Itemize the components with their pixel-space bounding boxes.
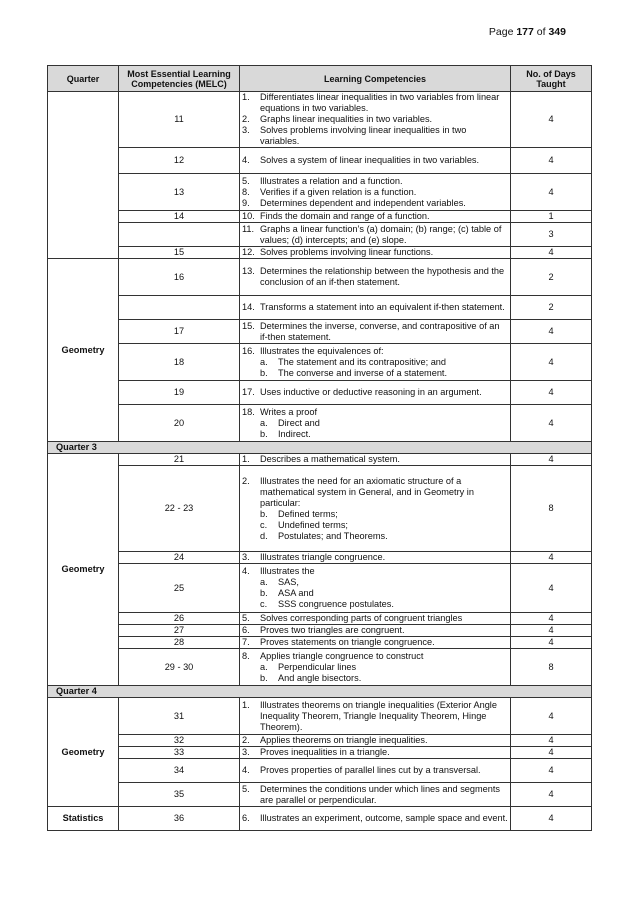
subitem-text: Perpendicular lines bbox=[278, 661, 357, 672]
quarter-label: Quarter 4 bbox=[48, 686, 592, 698]
competency-item bbox=[242, 187, 508, 198]
item-number: 2. bbox=[242, 114, 250, 124]
item-number: 7. bbox=[242, 637, 250, 647]
competency-cell bbox=[240, 747, 511, 759]
item-number: 14. bbox=[242, 302, 255, 312]
quarter-row bbox=[48, 442, 592, 454]
competency-item bbox=[242, 198, 508, 209]
subitem-text: SSS congruence postulates. bbox=[278, 599, 394, 609]
competency-subitem bbox=[242, 531, 508, 542]
item-text: Solves corresponding parts of congruent triangles bbox=[260, 613, 463, 623]
competency-item bbox=[242, 784, 508, 806]
table-row bbox=[48, 247, 592, 259]
subitem-text: ASA and bbox=[278, 588, 314, 598]
item-number: 18. bbox=[242, 406, 255, 417]
table-row bbox=[48, 223, 592, 247]
competency-item bbox=[242, 302, 508, 313]
quarter-cell: Geometry bbox=[48, 698, 119, 807]
competency-item bbox=[242, 224, 508, 246]
item-number: 3. bbox=[242, 747, 250, 757]
subitem-letter: a. bbox=[260, 356, 268, 367]
days-taught: 4 bbox=[511, 807, 592, 831]
item-text: Solves a system of linear inequalities in two variables. bbox=[260, 155, 480, 165]
item-number: 4. bbox=[242, 566, 250, 576]
item-number: 1. bbox=[242, 92, 250, 102]
item-text: Describes a mathematical system. bbox=[260, 454, 400, 464]
melc-number: 14 bbox=[119, 211, 240, 223]
quarter-cell bbox=[48, 92, 119, 259]
subitem-letter: b. bbox=[260, 508, 268, 519]
melc-number: 13 bbox=[119, 174, 240, 211]
competency-item bbox=[242, 266, 508, 288]
days-taught: 8 bbox=[511, 466, 592, 552]
melc-number bbox=[119, 223, 240, 247]
competency-item bbox=[242, 552, 508, 563]
item-text: Finds the domain and range of a function. bbox=[260, 211, 430, 221]
quarter-row bbox=[48, 686, 592, 698]
subitem-letter: b. bbox=[260, 367, 268, 378]
melc-number: 11 bbox=[119, 92, 240, 148]
item-text: Applies triangle congruence to construct bbox=[260, 650, 424, 661]
item-text: Determines the conditions under which lines and segments are parallel or perpendicular. bbox=[260, 783, 501, 805]
subitem-text: SAS, bbox=[278, 577, 299, 587]
quarter-label: Quarter 3 bbox=[48, 442, 592, 454]
competency-item bbox=[242, 454, 508, 465]
competency-cell bbox=[240, 759, 511, 783]
competency-item bbox=[242, 651, 508, 662]
competency-item bbox=[242, 92, 508, 114]
header-melc: Most Essential Learning Competencies (MELC) bbox=[119, 66, 240, 92]
days-taught: 4 bbox=[511, 552, 592, 564]
melc-number: 16 bbox=[119, 259, 240, 296]
days-taught: 4 bbox=[511, 247, 592, 259]
competency-subitem bbox=[242, 599, 508, 610]
item-number: 1. bbox=[242, 699, 250, 710]
competency-cell bbox=[240, 625, 511, 637]
table-row bbox=[48, 613, 592, 625]
competency-subitem bbox=[242, 673, 508, 684]
days-taught: 4 bbox=[511, 344, 592, 381]
quarter-cell: Geometry bbox=[48, 454, 119, 686]
item-number: 9. bbox=[242, 197, 250, 208]
melc-number: 28 bbox=[119, 637, 240, 649]
item-number: 16. bbox=[242, 345, 255, 356]
days-taught: 4 bbox=[511, 381, 592, 405]
table-body bbox=[48, 92, 592, 831]
subitem-text: Defined terms; bbox=[278, 508, 338, 519]
item-text: Proves two triangles are congruent. bbox=[260, 625, 405, 635]
competency-cell bbox=[240, 735, 511, 747]
subitem-letter: c. bbox=[260, 519, 268, 530]
competency-item bbox=[242, 747, 508, 758]
competency-subitem bbox=[242, 662, 508, 673]
table-row bbox=[48, 296, 592, 320]
item-number: 17. bbox=[242, 387, 255, 397]
competency-cell bbox=[240, 320, 511, 344]
competency-item bbox=[242, 625, 508, 636]
item-number: 13. bbox=[242, 266, 255, 276]
competency-cell bbox=[240, 649, 511, 686]
competency-item bbox=[242, 125, 508, 147]
competency-item bbox=[242, 637, 508, 648]
table-row bbox=[48, 747, 592, 759]
melc-number bbox=[119, 296, 240, 320]
item-text: Illustrates theorems on triangle inequalities (Exterior Angle Inequality Theorem, Triangle Inequality Theorem, Hinge Theorem). bbox=[260, 699, 497, 732]
header-quarter: Quarter bbox=[48, 66, 119, 92]
competency-subitem bbox=[242, 520, 508, 531]
table-row bbox=[48, 381, 592, 405]
competency-subitem bbox=[242, 357, 508, 368]
item-text: Uses inductive or deductive reasoning in an argument. bbox=[260, 387, 482, 397]
competency-item bbox=[242, 387, 508, 398]
item-number: 3. bbox=[242, 125, 250, 135]
competency-item bbox=[242, 813, 508, 824]
competency-item bbox=[242, 407, 508, 418]
item-text: Determines dependent and independent variables. bbox=[260, 197, 466, 208]
item-number: 2. bbox=[242, 735, 250, 745]
subitem-text: Postulates; and Theorems. bbox=[278, 530, 388, 541]
melc-number: 20 bbox=[119, 405, 240, 442]
table-row bbox=[48, 466, 592, 552]
item-number: 4. bbox=[242, 765, 250, 775]
item-text: Applies theorems on triangle inequalities. bbox=[260, 735, 428, 745]
table-row bbox=[48, 259, 592, 296]
competency-item bbox=[242, 566, 508, 577]
competency-item bbox=[242, 613, 508, 624]
competency-item bbox=[242, 735, 508, 746]
competency-cell bbox=[240, 223, 511, 247]
table-row bbox=[48, 783, 592, 807]
table-row bbox=[48, 174, 592, 211]
header-competencies: Learning Competencies bbox=[240, 66, 511, 92]
competency-cell bbox=[240, 92, 511, 148]
melc-number: 19 bbox=[119, 381, 240, 405]
table-row bbox=[48, 405, 592, 442]
item-text: Graphs linear inequalities in two variables. bbox=[260, 114, 433, 124]
table-row bbox=[48, 92, 592, 148]
days-taught: 4 bbox=[511, 454, 592, 466]
days-taught: 1 bbox=[511, 211, 592, 223]
competency-item bbox=[242, 700, 508, 733]
days-taught: 8 bbox=[511, 649, 592, 686]
item-number: 4. bbox=[242, 155, 250, 165]
competency-subitem bbox=[242, 509, 508, 520]
item-number: 5. bbox=[242, 613, 250, 623]
melc-number: 24 bbox=[119, 552, 240, 564]
days-taught: 4 bbox=[511, 148, 592, 174]
competency-item bbox=[242, 247, 508, 258]
competency-cell bbox=[240, 466, 511, 552]
competency-cell bbox=[240, 637, 511, 649]
competency-cell bbox=[240, 296, 511, 320]
table-row bbox=[48, 320, 592, 344]
item-text: Writes a proof bbox=[260, 406, 318, 417]
item-text: Illustrates triangle congruence. bbox=[260, 552, 386, 562]
item-number: 10. bbox=[242, 211, 255, 221]
days-taught: 4 bbox=[511, 735, 592, 747]
item-number: 6. bbox=[242, 625, 250, 635]
table-row bbox=[48, 148, 592, 174]
quarter-cell: Geometry bbox=[48, 259, 119, 442]
competency-item bbox=[242, 155, 508, 166]
melc-number: 31 bbox=[119, 698, 240, 735]
table-row bbox=[48, 211, 592, 223]
days-taught: 4 bbox=[511, 625, 592, 637]
competency-item bbox=[242, 476, 508, 509]
table-header-row bbox=[48, 66, 592, 92]
item-number: 15. bbox=[242, 320, 255, 331]
melc-number: 27 bbox=[119, 625, 240, 637]
table-row bbox=[48, 552, 592, 564]
competency-cell bbox=[240, 381, 511, 405]
item-number: 1. bbox=[242, 454, 250, 464]
subitem-text: The statement and its contrapositive; and bbox=[278, 356, 447, 367]
days-taught: 2 bbox=[511, 259, 592, 296]
item-text: Illustrates an experiment, outcome, sample space and event. bbox=[260, 813, 508, 823]
item-number: 5. bbox=[242, 175, 250, 186]
item-text: Solves problems involving linear functions. bbox=[260, 247, 434, 257]
days-taught: 4 bbox=[511, 747, 592, 759]
table-row bbox=[48, 735, 592, 747]
competency-item bbox=[242, 211, 508, 222]
table-row bbox=[48, 807, 592, 831]
item-number: 3. bbox=[242, 552, 250, 562]
melc-number: 15 bbox=[119, 247, 240, 259]
competency-cell bbox=[240, 783, 511, 807]
melc-number: 17 bbox=[119, 320, 240, 344]
days-taught: 4 bbox=[511, 92, 592, 148]
page-number: Page 177 of 349 bbox=[488, 26, 566, 38]
competency-item bbox=[242, 176, 508, 187]
subitem-letter: a. bbox=[260, 417, 268, 428]
table-row bbox=[48, 649, 592, 686]
melc-number: 22 - 23 bbox=[119, 466, 240, 552]
item-text: Proves inequalities in a triangle. bbox=[260, 747, 390, 757]
competency-cell bbox=[240, 564, 511, 613]
item-text: Graphs a linear function’s (a) domain; (b) range; (c) table of values; (d) intercepts; and (e) slope. bbox=[260, 223, 502, 245]
table-row bbox=[48, 344, 592, 381]
item-number: 2. bbox=[242, 475, 250, 486]
subitem-text: The converse and inverse of a statement. bbox=[278, 367, 448, 378]
item-text: Illustrates the need for an axiomatic structure of a mathematical system in General, and in Geometry in particular: bbox=[260, 475, 474, 508]
competency-cell bbox=[240, 552, 511, 564]
days-taught: 4 bbox=[511, 320, 592, 344]
item-number: 8. bbox=[242, 650, 250, 661]
table-row bbox=[48, 454, 592, 466]
days-taught: 4 bbox=[511, 613, 592, 625]
item-text: Determines the relationship between the hypothesis and the conclusion of an if-then statement. bbox=[260, 266, 505, 287]
melc-number: 34 bbox=[119, 759, 240, 783]
table-row bbox=[48, 759, 592, 783]
competency-item bbox=[242, 321, 508, 343]
melc-number: 32 bbox=[119, 735, 240, 747]
competency-cell bbox=[240, 454, 511, 466]
item-text: Differentiates linear inequalities in two variables from linear equations in two variables. bbox=[260, 92, 500, 113]
subitem-text: Direct and bbox=[278, 417, 320, 428]
competency-cell bbox=[240, 807, 511, 831]
competency-cell bbox=[240, 613, 511, 625]
days-taught: 2 bbox=[511, 296, 592, 320]
competency-cell bbox=[240, 211, 511, 223]
competency-subitem bbox=[242, 588, 508, 599]
subitem-letter: b. bbox=[260, 672, 268, 683]
item-number: 11. bbox=[242, 223, 255, 234]
table-row bbox=[48, 564, 592, 613]
days-taught: 4 bbox=[511, 698, 592, 735]
item-text: Proves properties of parallel lines cut by a transversal. bbox=[260, 765, 481, 775]
melc-number: 35 bbox=[119, 783, 240, 807]
competency-cell bbox=[240, 405, 511, 442]
melc-number: 26 bbox=[119, 613, 240, 625]
table-row bbox=[48, 625, 592, 637]
days-taught: 4 bbox=[511, 783, 592, 807]
competency-cell bbox=[240, 259, 511, 296]
competency-cell bbox=[240, 174, 511, 211]
days-taught: 4 bbox=[511, 637, 592, 649]
competency-subitem bbox=[242, 577, 508, 588]
days-taught: 4 bbox=[511, 174, 592, 211]
competency-cell bbox=[240, 344, 511, 381]
subitem-letter: c. bbox=[260, 599, 268, 609]
subitem-text: Indirect. bbox=[278, 428, 311, 439]
competency-cell bbox=[240, 247, 511, 259]
item-number: 12. bbox=[242, 247, 255, 257]
melc-number: 33 bbox=[119, 747, 240, 759]
item-text: Illustrates a relation and a function. bbox=[260, 175, 403, 186]
subitem-text: And angle bisectors. bbox=[278, 672, 362, 683]
item-number: 6. bbox=[242, 813, 250, 823]
competency-subitem bbox=[242, 368, 508, 379]
table-row bbox=[48, 637, 592, 649]
subitem-letter: b. bbox=[260, 588, 268, 598]
competency-cell bbox=[240, 698, 511, 735]
item-number: 5. bbox=[242, 783, 250, 794]
subitem-letter: a. bbox=[260, 661, 268, 672]
subitem-letter: a. bbox=[260, 577, 268, 587]
subitem-letter: b. bbox=[260, 428, 268, 439]
melc-number: 21 bbox=[119, 454, 240, 466]
melc-number: 18 bbox=[119, 344, 240, 381]
item-text: Solves problems involving linear inequalities in two variables. bbox=[260, 125, 467, 146]
melc-number: 25 bbox=[119, 564, 240, 613]
item-text: Determines the inverse, converse, and contrapositive of an if-then statement. bbox=[260, 320, 500, 342]
days-taught: 4 bbox=[511, 564, 592, 613]
item-text: Illustrates the bbox=[260, 566, 315, 576]
header-days: No. of Days Taught bbox=[511, 66, 592, 92]
competency-subitem bbox=[242, 429, 508, 440]
item-text: Illustrates the equivalences of: bbox=[260, 345, 384, 356]
competency-item bbox=[242, 765, 508, 776]
competency-cell bbox=[240, 148, 511, 174]
days-taught: 4 bbox=[511, 405, 592, 442]
subitem-text: Undefined terms; bbox=[278, 519, 348, 530]
competency-item bbox=[242, 114, 508, 125]
melc-table bbox=[47, 65, 592, 831]
melc-number: 36 bbox=[119, 807, 240, 831]
item-text: Proves statements on triangle congruence. bbox=[260, 637, 435, 647]
melc-number: 29 - 30 bbox=[119, 649, 240, 686]
item-number: 8. bbox=[242, 186, 250, 197]
competency-item bbox=[242, 346, 508, 357]
table-row bbox=[48, 698, 592, 735]
item-text: Transforms a statement into an equivalent if-then statement. bbox=[260, 302, 505, 312]
quarter-cell: Statistics bbox=[48, 807, 119, 831]
days-taught: 3 bbox=[511, 223, 592, 247]
item-text: Verifies if a given relation is a function. bbox=[260, 186, 417, 197]
competency-subitem bbox=[242, 418, 508, 429]
melc-number: 12 bbox=[119, 148, 240, 174]
subitem-letter: d. bbox=[260, 530, 268, 541]
days-taught: 4 bbox=[511, 759, 592, 783]
